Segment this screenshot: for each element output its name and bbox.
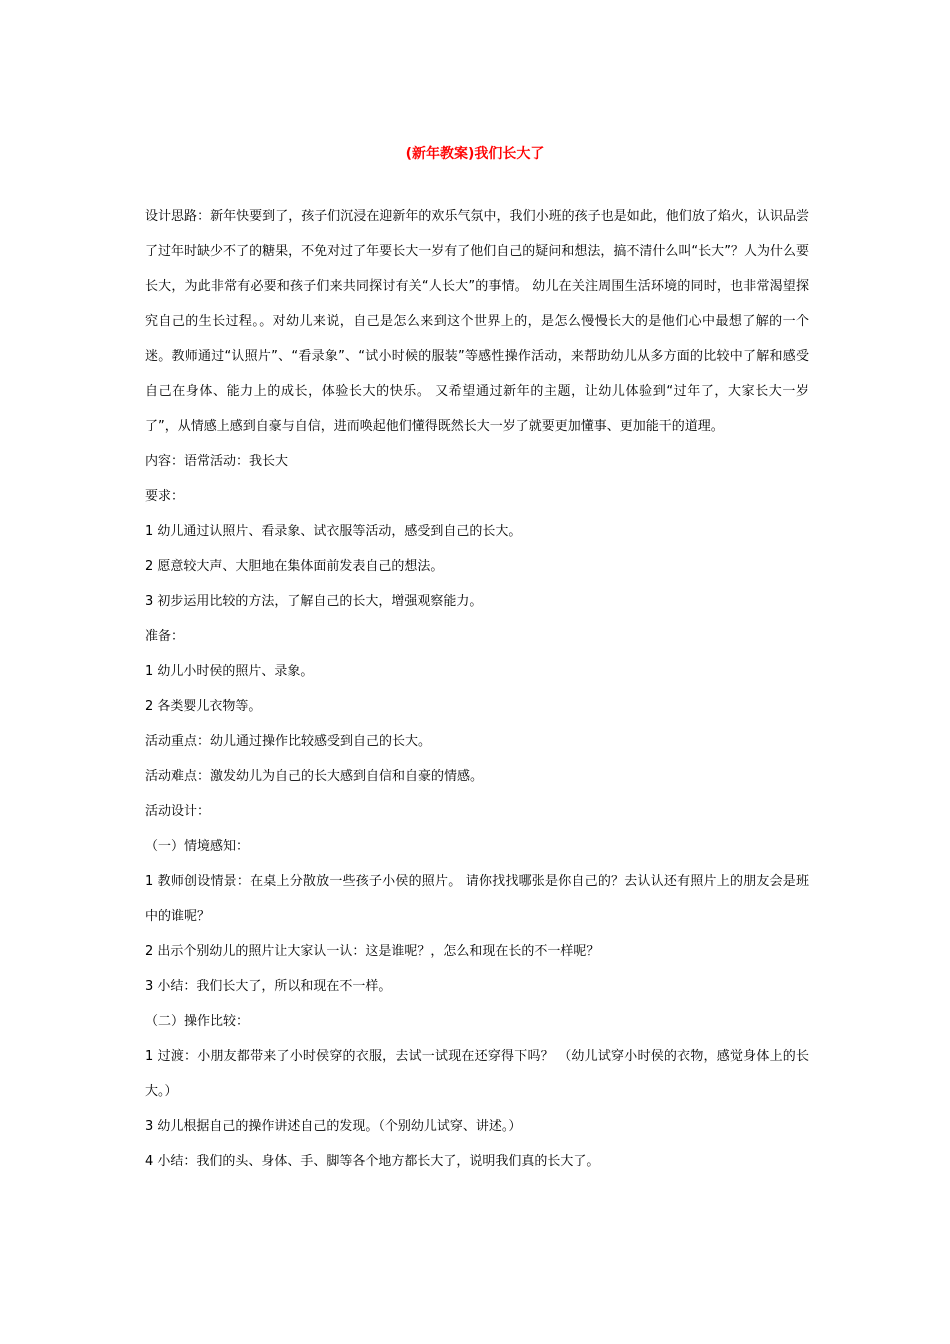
preparation-item: 2 各类婴儿衣物等。 <box>145 699 262 714</box>
activity-step: 1 教师创设情景：在桌上分散放一些孩子小侯的照片。 请你找找哪张是你自己的？去认认还有照片上的朋友会是班中的谁呢？ <box>145 874 809 924</box>
preparation-heading: 准备： <box>145 629 185 644</box>
section-heading-situation: （一）情境感知： <box>145 839 250 854</box>
activity-step: 3 小结：我们长大了，所以和现在不一样。 <box>145 979 392 994</box>
section-heading-operation: （二）操作比较： <box>145 1014 250 1029</box>
requirements-heading: 要求： <box>145 489 185 504</box>
document-body <box>145 199 809 1179</box>
requirement-item: 2 愿意较大声、大胆地在集体面前发表自己的想法。 <box>145 559 444 574</box>
activity-focus-line: 活动重点：幼儿通过操作比较感受到自己的长大。 <box>145 734 432 749</box>
activity-difficulty-line: 活动难点：激发幼儿为自己的长大感到自信和自豪的情感。 <box>145 769 484 784</box>
activity-step: 1 过渡：小朋友都带来了小时侯穿的衣服，去试一试现在还穿得下吗？ （幼儿试穿小时侯的衣物，感觉身体上的长大。） <box>145 1049 809 1099</box>
requirement-item: 3 初步运用比较的方法，了解自己的长大，增强观察能力。 <box>145 594 483 609</box>
activity-step: 4 小结：我们的头、身体、手、脚等各个地方都长大了，说明我们真的长大了。 <box>145 1154 600 1169</box>
content-line: 内容：语常活动：我长大 <box>145 454 289 469</box>
activity-step: 2 出示个别幼儿的照片让大家认一认：这是谁呢？，怎么和现在长的不一样呢？ <box>145 944 600 959</box>
activity-step: 3 幼儿根据自己的操作讲述自己的发现。（个别幼儿试穿、讲述。） <box>145 1119 522 1134</box>
preparation-item: 1 幼儿小时侯的照片、录象。 <box>145 664 314 679</box>
design-rationale-paragraph: 设计思路：新年快要到了，孩子们沉浸在迎新年的欢乐气氛中，我们小班的孩子也是如此，他们放了焰火，认识品尝了过年时缺少不了的糖果，不免对过了年要长大一岁有了他们自己的疑问和想法，搞不清什么叫“长大”？人为什么要长大，为此非常有必要和孩子们来共同探讨有关“人长大”的事情。 幼儿在关注周围生活环境的同时，也非常渴望探究自己的生长过程。。对幼儿来说，自己是怎么来到这个世界上的，是怎么慢慢长大的是他们心中最想了解的一个迷。教师通过“认照片”、“看录象”、“试小时候的服装”等感性操作活动，来帮助幼儿从多方面的比较中了解和感受自己在身体、能力上的成长，体验长大的快乐。 又希望通过新年的主题，让幼儿体验到“过年了，大家长大一岁了”，从情感上感到自豪与自信，进而唤起他们懂得既然长大一岁了就要更加懂事、更加能干的道理。 <box>145 209 809 434</box>
requirement-item: 1 幼儿通过认照片、看录象、试衣服等活动，感受到自己的长大。 <box>145 524 522 539</box>
document-title: (新年教案)我们长大了 <box>405 146 545 162</box>
activity-design-heading: 活动设计： <box>145 804 211 819</box>
